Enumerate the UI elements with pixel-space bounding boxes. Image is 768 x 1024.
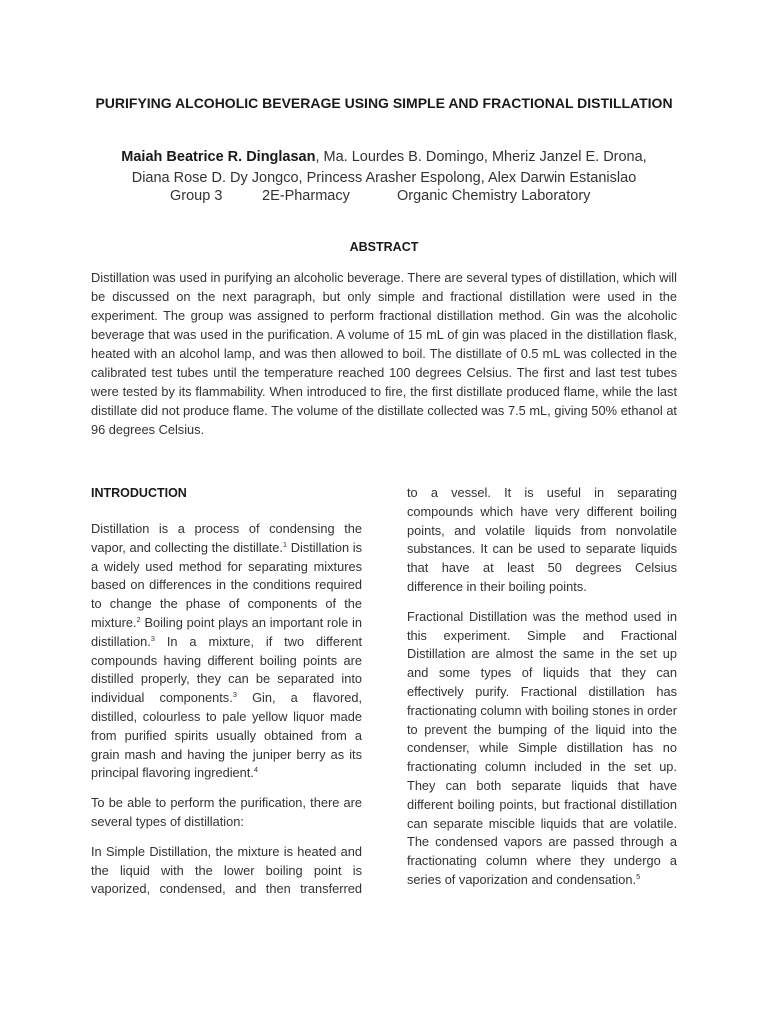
intro-p1-sentence-3: Boiling point plays an important role in distillation.: [91, 614, 362, 649]
lead-author: Maiah Beatrice R. Dinglasan: [121, 149, 316, 165]
intro-paragraph-4: [407, 608, 677, 890]
co-authors-line1: , Ma. Lourdes B. Domingo, Mheriz Janzel E. Drona,: [315, 149, 647, 165]
abstract-heading: ABSTRACT: [349, 240, 419, 254]
paper-title: PURIFYING ALCOHOLIC BEVERAGE USING SIMPLE AND FRACTIONAL DISTILLATION: [95, 95, 673, 111]
intro-paragraph-3-part-2: to a vessel. It is useful in separating compounds which have very different boiling points, and volatile liquids from nonvolatile substances. It can be used to separate liquids that have at least 50 degrees Celsius difference in their boiling points.: [407, 485, 677, 594]
citation-5: 5: [636, 871, 641, 881]
intro-p1-sentence-1: Distillation is a process of condensing the vapor, and collecting the distillate.: [91, 521, 362, 555]
introduction-heading: INTRODUCTION: [91, 486, 187, 500]
citation-3b: 3: [232, 690, 237, 700]
abstract-text: Distillation was used in purifying an alcoholic beverage. There are several types of distillation, which will be discussed on the next paragraph, but only simple and fractional distillation were used in the experiment. The group was assigned to perform fractional distillation method. Gin was the alcoholic beverage that was used in the purification. A volume of 15 mL of gin was placed in the distillation flask, heated with an alcohol lamp, and was then allowed to boil. The distillate of 0.5 mL was collected in the calibrated test tubes until the temperature reached 100 degrees Celsius. The first and last test tubes were tested by its flammability. When introduced to fire, the first distillate produced flame, while the last distillate did not produce flame. The volume of the distillate collected was 7.5 mL, giving 50% ethanol at 96 degrees Celsius.: [91, 270, 677, 437]
section-label: 2E-Pharmacy: [262, 188, 350, 204]
intro-paragraph-3-part-1: In Simple Distillation, the mixture is heated and the liquid with the lower boiling point is vaporized, condensed, and then transferred: [91, 843, 362, 897]
right-column: [407, 484, 677, 901]
intro-paragraph-2: To be able to perform the purification, there are several types of distillation:: [91, 795, 362, 829]
intro-paragraph-1: [91, 520, 362, 783]
intro-p1-sentence-2: Distillation is a widely used method for separating mixtures based on differences in the conditions required to change the phase of components of the mixture.: [91, 539, 362, 630]
intro-p1-sentence-5: Gin, a flavored, distilled, colourless to pale yellow liquor made from purified spirits usually obtained from a grain mash and having the juniper berry as its principal flavoring ingredient.: [91, 690, 362, 781]
citation-4: 4: [253, 765, 259, 775]
lab-label: Organic Chemistry Laboratory: [397, 188, 591, 204]
left-column: [91, 484, 362, 910]
group-label: Group 3: [170, 188, 223, 204]
course-meta: [0, 188, 768, 208]
co-authors-line2: Diana Rose D. Dy Jongco, Princess Arasher Espolong, Alex Darwin Estanislao: [131, 169, 637, 186]
author-list: [60, 147, 708, 188]
intro-p1-sentence-4: In a mixture, if two different compounds having different boiling points are distilled properly, they can be separated into individual components.: [91, 633, 362, 706]
citation-1: 1: [282, 539, 288, 549]
intro-p4-text: Fractional Distillation was the method used in this experiment. Simple and Fractional Distillation are almost the same in the set up and some types of liquids that they can effectively purify. Fractional distillation has fractionating column with boiling stones in order to prevent the bumping of the liquid into the condenser, while Simple distillation has no fractionating column included in the set up. They can both separate liquids that have different boiling points, but fractional distillation can separate miscible liquids that are volatile. The condensed vapors are passed through a fractionating column where they undergo a series of vaporization and condensation.: [407, 608, 677, 887]
citation-2: 2: [136, 614, 141, 624]
citation-3: 3: [150, 633, 155, 643]
